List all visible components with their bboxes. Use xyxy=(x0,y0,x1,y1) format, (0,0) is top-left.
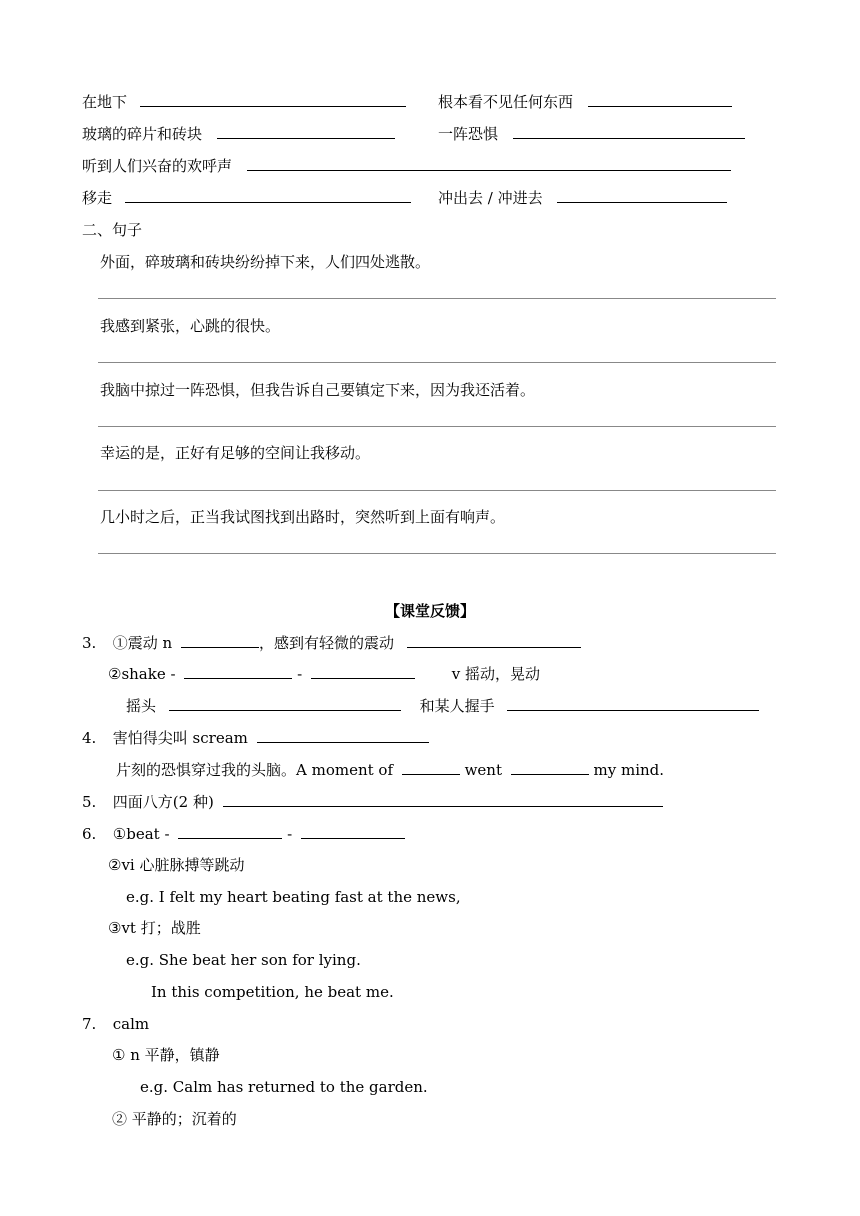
item-number: 3. xyxy=(82,634,97,652)
answer-blank[interactable] xyxy=(557,188,727,203)
answer-blank[interactable] xyxy=(125,188,411,203)
item-5-line-1 xyxy=(82,792,663,812)
item-number: 6. xyxy=(82,825,97,843)
item-3-line-2 xyxy=(108,664,540,684)
answer-blank[interactable] xyxy=(311,664,415,679)
item-text: 四面八方(2 种) xyxy=(112,793,214,811)
item-text: ①beat - xyxy=(112,825,170,843)
answer-blank[interactable] xyxy=(223,792,663,807)
vocab-prompt: 根本看不见任何东西 xyxy=(438,93,574,111)
vocab-row-2-left xyxy=(82,124,395,144)
answer-blank[interactable] xyxy=(301,824,405,839)
item-3-line-1 xyxy=(82,633,581,653)
answer-blank[interactable] xyxy=(184,664,292,679)
sentence-prompt: 几小时之后，正当我试图找到出路时，突然听到上面有响声。 xyxy=(100,508,506,526)
answer-blank[interactable] xyxy=(511,760,589,775)
item-6-line-3: ③vt 打；战胜 xyxy=(108,919,201,937)
item-7-line-2: ① n 平静，镇静 xyxy=(112,1046,220,1064)
item-text: ，感到有轻微的震动 xyxy=(259,634,395,652)
item-7-example-1: e.g. Calm has returned to the garden. xyxy=(140,1078,428,1096)
vocab-prompt: 冲出去 / 冲进去 xyxy=(438,189,543,207)
item-3-line-3 xyxy=(126,696,759,716)
item-number: 4. xyxy=(82,729,97,747)
section-heading-sentences: 二、句子 xyxy=(82,221,143,239)
item-6-example-1: e.g. I felt my heart beating fast at the news, xyxy=(126,888,461,906)
answer-blank[interactable] xyxy=(140,92,406,107)
item-number: 5. xyxy=(82,793,97,811)
answer-blank[interactable] xyxy=(169,696,401,711)
vocab-row-4-left xyxy=(82,188,411,208)
item-text: 和某人握手 xyxy=(419,697,495,715)
answer-blank[interactable] xyxy=(513,124,745,139)
vocab-prompt: 玻璃的碎片和砖块 xyxy=(82,125,203,143)
vocab-row-2-right xyxy=(438,124,745,144)
vocab-row-1-left xyxy=(82,92,406,112)
sentence-prompt: 幸运的是，正好有足够的空间让我移动。 xyxy=(100,444,371,462)
vocab-row-1-right xyxy=(438,92,732,112)
answer-line[interactable] xyxy=(98,553,776,554)
item-7-line-1 xyxy=(82,1014,149,1034)
item-text: 害怕得尖叫 scream xyxy=(112,729,248,747)
answer-blank[interactable] xyxy=(588,92,732,107)
answer-blank[interactable] xyxy=(402,760,460,775)
answer-blank[interactable] xyxy=(257,728,429,743)
item-text: v 摇动，晃动 xyxy=(451,665,541,683)
sentence-prompt: 外面，碎玻璃和砖块纷纷掉下来，人们四处逃散。 xyxy=(100,253,431,271)
item-text: 摇头 xyxy=(126,697,157,715)
item-text: calm xyxy=(112,1015,150,1033)
item-6-line-1 xyxy=(82,824,405,844)
item-text: ②shake - xyxy=(108,665,176,683)
vocab-prompt: 一阵恐惧 xyxy=(438,125,499,143)
item-6-example-3: In this competition, he beat me. xyxy=(151,983,394,1001)
answer-blank[interactable] xyxy=(178,824,282,839)
vocab-prompt: 听到人们兴奋的欢呼声 xyxy=(82,157,233,175)
vocab-row-4-right xyxy=(438,188,727,208)
item-7-line-3: ② 平静的；沉着的 xyxy=(112,1110,237,1128)
sentence-prompt: 我脑中掠过一阵恐惧，但我告诉自己要镇定下来，因为我还活着。 xyxy=(100,381,536,399)
item-6-line-2: ②vi 心脏脉搏等跳动 xyxy=(108,856,245,874)
item-4-line-2 xyxy=(116,760,664,780)
answer-blank[interactable] xyxy=(407,633,581,648)
vocab-prompt: 在地下 xyxy=(82,93,128,111)
feedback-title: 【课堂反馈】 xyxy=(384,602,475,620)
item-text: went xyxy=(464,761,502,779)
sentence-prompt: 我感到紧张，心跳的很快。 xyxy=(100,317,281,335)
answer-blank[interactable] xyxy=(247,156,731,171)
item-4-line-1 xyxy=(82,728,429,748)
answer-line[interactable] xyxy=(98,362,776,363)
item-text: - xyxy=(287,825,293,843)
item-text: my mind. xyxy=(593,761,665,779)
item-6-example-2: e.g. She beat her son for lying. xyxy=(126,951,361,969)
answer-line[interactable] xyxy=(98,298,776,299)
item-text: - xyxy=(297,665,303,683)
answer-blank[interactable] xyxy=(217,124,395,139)
answer-blank[interactable] xyxy=(181,633,259,648)
answer-line[interactable] xyxy=(98,426,776,427)
answer-line[interactable] xyxy=(98,490,776,491)
item-text: ①震动 n xyxy=(112,634,173,652)
item-text: 片刻的恐惧穿过我的头脑。A moment of xyxy=(116,761,393,779)
vocab-prompt: 移走 xyxy=(82,189,113,207)
item-number: 7. xyxy=(82,1015,97,1033)
vocab-row-3 xyxy=(82,156,731,176)
answer-blank[interactable] xyxy=(507,696,759,711)
